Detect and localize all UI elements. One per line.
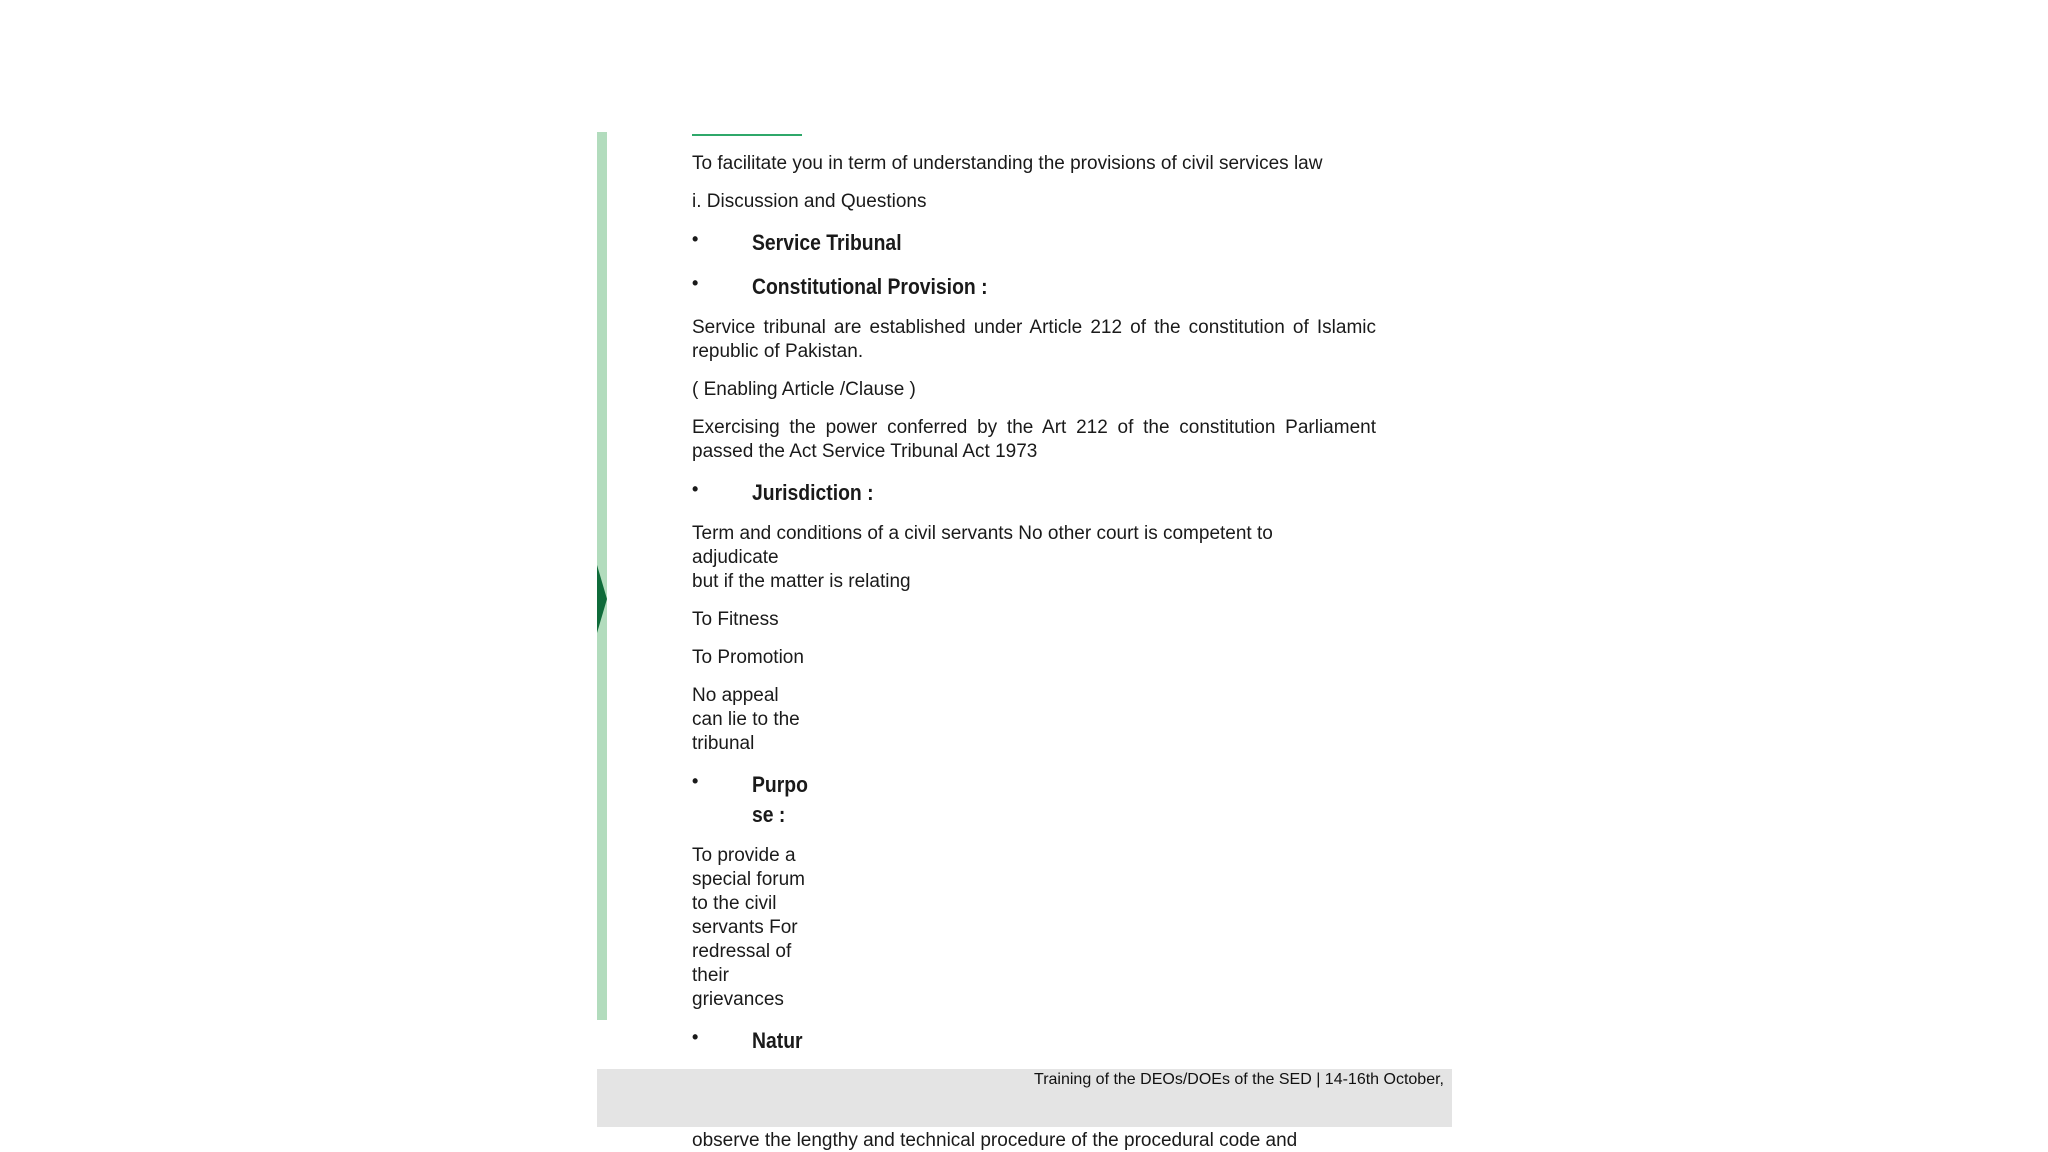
promotion-line: To Promotion — [692, 647, 804, 668]
text-line: redressal of — [692, 941, 792, 962]
enabling-clause: ( Enabling Article /Clause ) — [692, 379, 916, 400]
bullet-jurisdiction — [692, 478, 1376, 508]
document-body — [692, 152, 1376, 1070]
bullet-heading: Natur — [752, 1028, 803, 1053]
jurisdiction-paragraph — [692, 522, 1376, 594]
text-line: to the civil — [692, 893, 777, 914]
footer-text: Training of the DEOs/DOEs of the SED | 14-16th October, — [1034, 1071, 1444, 1088]
text-line: To provide a — [692, 845, 796, 866]
bullet-dot: • — [692, 273, 699, 293]
jurisdiction-line: but if the matter is relating — [692, 571, 911, 592]
no-appeal-paragraph — [692, 684, 818, 756]
intro-paragraph: To facilitate you in term of understanding the provisions of civil services law — [692, 153, 1323, 174]
bullet-dot: • — [692, 771, 699, 791]
text-line: No appeal — [692, 685, 779, 706]
bullet-heading-line: se : — [752, 802, 786, 827]
bullet-heading: Jurisdiction : — [752, 480, 874, 505]
jurisdiction-line: Term and conditions of a civil servants No other court is competent to — [692, 523, 1273, 544]
continued-text-line: observe the lengthy and technical procedure of the procedural code and — [692, 1130, 1298, 1151]
text-line: their — [692, 965, 729, 986]
bullet-dot: • — [692, 1027, 699, 1047]
text-line: servants For — [692, 917, 798, 938]
text-line: tribunal — [692, 733, 755, 754]
exercising-paragraph: Exercising the power conferred by the Art 212 of the constitution Parliament passed the Act Service Tribunal Act 1973 — [692, 417, 1376, 462]
bullet-nature — [692, 1026, 872, 1056]
page-footer — [597, 1069, 1452, 1127]
text-line: can lie to the — [692, 709, 800, 730]
jurisdiction-line: adjudicate — [692, 547, 779, 568]
constitutional-paragraph: Service tribunal are established under Article 212 of the constitution of Islamic republic of Pakistan. — [692, 317, 1376, 362]
bullet-heading: Service Tribunal — [752, 230, 902, 255]
bullet-dot: • — [692, 479, 699, 499]
text-line: special forum — [692, 869, 805, 890]
bullet-purpose — [692, 770, 872, 830]
discussion-line: i. Discussion and Questions — [692, 191, 927, 212]
bullet-service-tribunal — [692, 228, 1376, 258]
bullet-heading-line: Purpo — [752, 772, 808, 797]
text-line: grievances — [692, 989, 784, 1010]
purpose-paragraph — [692, 844, 818, 1012]
arrow-marker-icon — [597, 565, 607, 633]
fitness-line: To Fitness — [692, 609, 779, 630]
heading-underline — [692, 134, 802, 136]
bullet-heading: Constitutional Provision : — [752, 274, 988, 299]
bullet-dot: • — [692, 229, 699, 249]
bullet-constitutional-provision — [692, 272, 1376, 302]
